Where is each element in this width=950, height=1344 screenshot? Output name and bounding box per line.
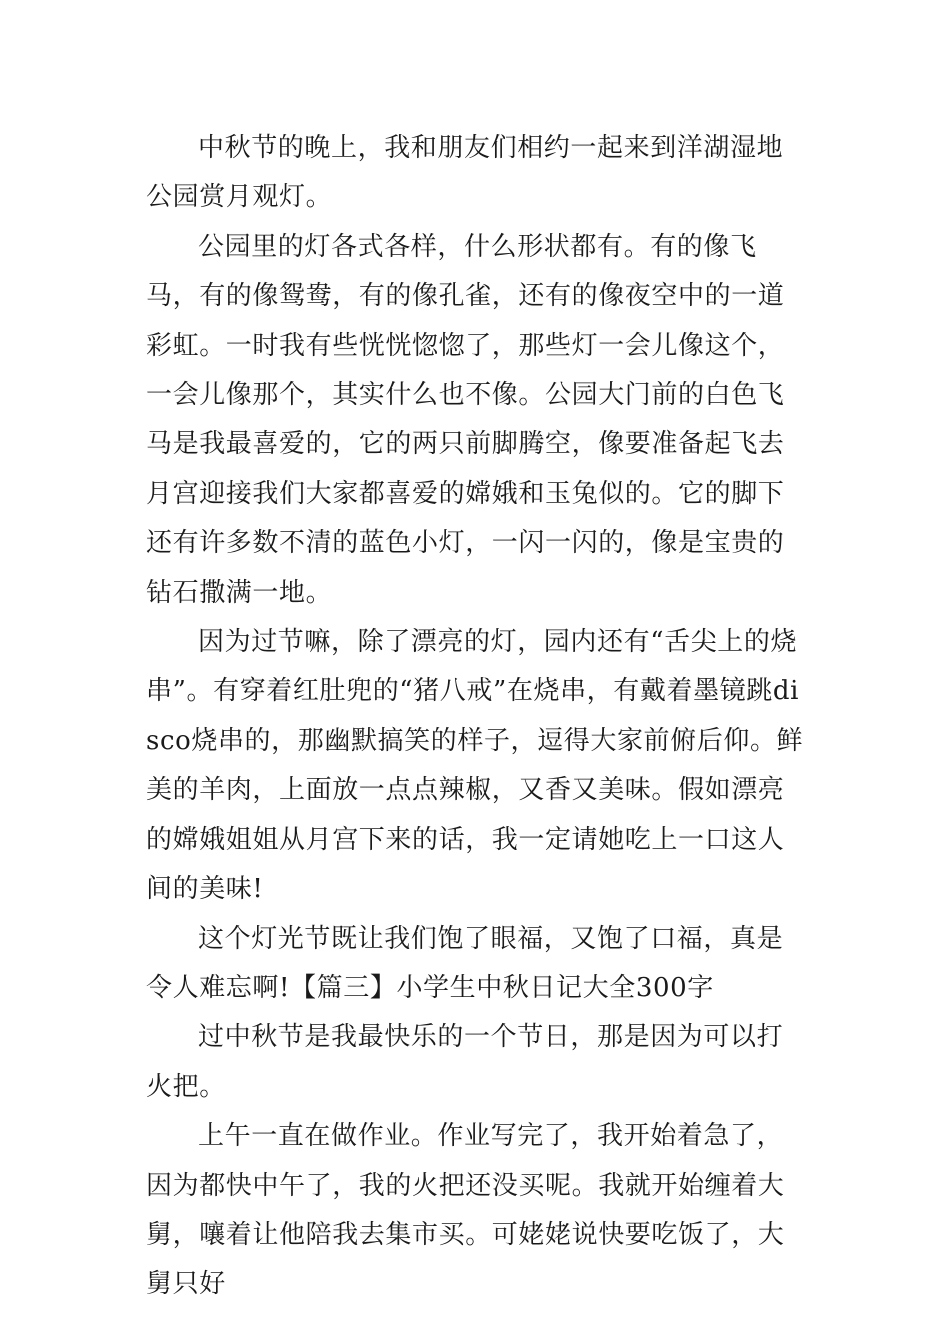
paragraph-3: 因为过节嘛，除了漂亮的灯，园内还有“舌尖上的烧串”。有穿着红肚兜的“猪八戒”在烧串，有戴着墨镜跳disco烧串的，那幽默搞笑的样子，逗得大家前俯后仰。鲜美的羊肉，上面放一点点辣椒，又香又美味。假如漂亮的嫦娥姐姐从月宫下来的话，我一定请她吃上一口这人间的美味! [146, 627, 804, 905]
paragraph-2: 公园里的灯各式各样，什么形状都有。有的像飞马，有的像鸳鸯，有的像孔雀，还有的像夜空中的一道彩虹。一时我有些恍恍惚惚了，那些灯一会儿像这个，一会儿像那个，其实什么也不像。公园大门前的白色飞马是我最喜爱的，它的两只前脚腾空，像要准备起飞去月宫迎接我们大家都喜爱的嫦娥和玉兔似的。它的脚下还有许多数不清的蓝色小灯，一闪一闪的，像是宝贵的钻石撒满一地。 [146, 231, 785, 608]
document-body [146, 124, 806, 1310]
paragraph-6: 上午一直在做作业。作业写完了，我开始着急了，因为都快中午了，我的火把还没买呢。我就开始缠着大舅，嚷着让他陪我去集市买。可姥姥说快要吃饭了，大舅只好 [146, 1121, 785, 1300]
paragraph-5: 过中秋节是我最快乐的一个节日，那是因为可以打火把。 [146, 1022, 784, 1102]
paragraph-1: 中秋节的晚上，我和朋友们相约一起来到洋湖湿地公园赏月观灯。 [146, 133, 784, 213]
paragraph-4: 这个灯光节既让我们饱了眼福，又饱了口福，真是令人难忘啊!【篇三】小学生中秋日记大全300字 [146, 923, 784, 1003]
